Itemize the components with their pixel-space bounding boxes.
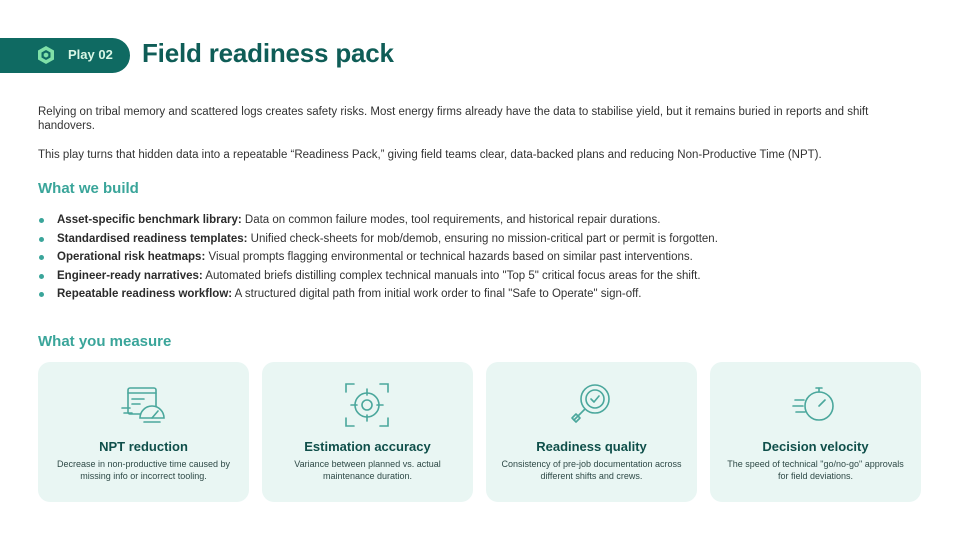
card-title: Decision velocity bbox=[762, 439, 869, 454]
bullet-icon bbox=[39, 292, 44, 297]
item-text: Automated briefs distilling complex technical manuals into "Top 5" critical focus areas for the shift. bbox=[202, 269, 701, 282]
item-lead: Asset-specific benchmark library: bbox=[57, 214, 242, 226]
item-lead: Operational risk heatmaps: bbox=[57, 251, 206, 263]
card-description: Consistency of pre-job documentation across different shifts and crews. bbox=[501, 459, 682, 481]
bullet-icon bbox=[39, 218, 44, 223]
speed-gauge-icon bbox=[118, 380, 168, 430]
card-title: NPT reduction bbox=[99, 439, 188, 454]
stopwatch-fast-icon bbox=[790, 380, 840, 430]
item-text: Data on common failure modes, tool requirements, and historical repair durations. bbox=[241, 214, 661, 226]
cube-logo-icon bbox=[36, 45, 56, 65]
metric-card-velocity bbox=[710, 362, 921, 502]
play-label: Play 02 bbox=[68, 47, 113, 62]
what-we-build-heading: What we build bbox=[38, 180, 139, 197]
item-lead: Standardised readiness templates: bbox=[57, 232, 248, 245]
list-item bbox=[38, 285, 918, 304]
intro-paragraph-1: Relying on tribal memory and scattered logs creates safety risks. Most energy firms already have the data to stabilise yield, but it remains buried in reports and shift handovers. bbox=[38, 106, 869, 132]
page-title: Field readiness pack bbox=[142, 38, 394, 68]
card-description: The speed of technical "go/no-go" approvals for field deviations. bbox=[727, 459, 904, 481]
list-item bbox=[38, 248, 918, 267]
bullet-icon bbox=[39, 255, 44, 260]
item-lead: Engineer-ready narratives: bbox=[57, 269, 203, 282]
metric-cards bbox=[38, 362, 922, 502]
bullet-icon bbox=[39, 274, 44, 279]
list-item bbox=[38, 267, 918, 286]
list-item bbox=[38, 230, 918, 249]
magnifier-check-icon bbox=[566, 380, 616, 430]
item-text: A structured digital path from initial work order to final "Safe to Operate" sign-off. bbox=[232, 288, 642, 300]
metric-card-npt bbox=[38, 362, 249, 502]
card-title: Estimation accuracy bbox=[304, 439, 431, 454]
intro-paragraph-2: This play turns that hidden data into a repeatable “Readiness Pack,” giving field teams clear, data-backed plans and reducing Non-Productive Time (NPT). bbox=[38, 149, 822, 161]
item-text: Visual prompts flagging environmental or technical hazards based on similar past interventions. bbox=[205, 251, 693, 263]
list-item bbox=[38, 211, 918, 230]
card-description: Variance between planned vs. actual maintenance duration. bbox=[294, 459, 441, 481]
item-text: Unified check-sheets for mob/demob, ensuring no mission-critical part or permit is forgotten. bbox=[247, 232, 718, 245]
card-title: Readiness quality bbox=[536, 439, 647, 454]
play-badge bbox=[0, 38, 130, 73]
target-crosshair-icon bbox=[342, 380, 392, 430]
item-lead: Repeatable readiness workflow: bbox=[57, 288, 233, 300]
metric-card-readiness bbox=[486, 362, 697, 502]
bullet-icon bbox=[39, 237, 44, 242]
metric-card-estimation bbox=[262, 362, 473, 502]
build-list bbox=[38, 211, 918, 304]
card-description: Decrease in non-productive time caused by missing info or incorrect tooling. bbox=[56, 459, 231, 481]
what-you-measure-heading: What you measure bbox=[38, 333, 172, 350]
